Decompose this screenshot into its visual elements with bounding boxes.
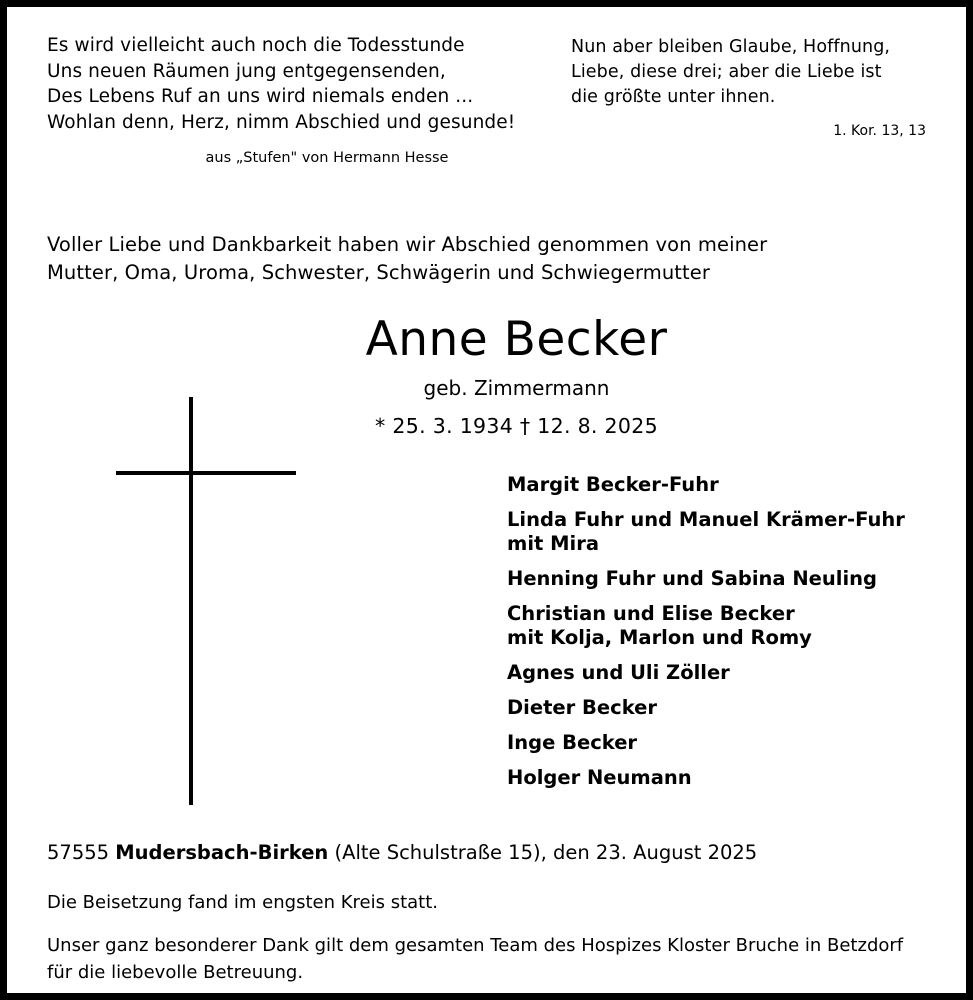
deceased-maiden-name: geb. Zimmermann — [423, 376, 610, 400]
mourner-sub: mit Mira — [507, 532, 599, 555]
footer-note-thanks-line-2: für die liebevolle Betreuung. — [47, 962, 304, 983]
verses-section — [47, 33, 926, 169]
list-item — [507, 661, 937, 685]
footer-section — [47, 839, 926, 986]
verse-left-attribution: aus „Stufen" von Hermann Hesse — [205, 150, 449, 166]
footer-note-thanks-line-1: Unser ganz besonderer Dank gilt dem gesamten Team des Hospizes Kloster Bruche in Betzdorf — [47, 935, 904, 956]
mourner-name: Agnes und Uli Zöller — [507, 661, 730, 684]
cross-vertical-bar — [189, 397, 193, 805]
verse-left-block — [47, 33, 567, 169]
intro-line-2: Mutter, Oma, Uroma, Schwester, Schwägerin und Schwiegermutter — [47, 261, 710, 284]
list-item — [507, 473, 937, 497]
mourner-name: Margit Becker-Fuhr — [507, 473, 719, 496]
mourner-name: Henning Fuhr und Sabina Neuling — [507, 567, 877, 590]
verse-left-line-4: Wohlan denn, Herz, nimm Abschied und gesunde! — [47, 111, 516, 133]
intro-section — [47, 231, 926, 287]
mourner-name: Linda Fuhr und Manuel Krämer-Fuhr — [507, 508, 905, 531]
verse-left-line-2: Uns neuen Räumen jung entgegensenden, — [47, 60, 446, 82]
list-item — [507, 766, 937, 790]
mourners-list — [507, 473, 937, 801]
verse-right-line-2: Liebe, diese drei; aber die Liebe ist — [571, 62, 882, 82]
verse-right-attribution: 1. Kor. 13, 13 — [833, 123, 926, 139]
mourner-name: Inge Becker — [507, 731, 638, 754]
place-name: Mudersbach-Birken — [115, 841, 329, 864]
list-item — [507, 602, 937, 650]
verse-left-line-1: Es wird vielleicht auch noch die Todesstunde — [47, 35, 465, 56]
list-item — [507, 567, 937, 591]
address-line — [47, 839, 926, 867]
cross-icon — [82, 375, 302, 815]
mourner-sub: mit Kolja, Marlon und Romy — [507, 626, 812, 649]
deceased-name: Anne Becker — [365, 312, 668, 367]
footer-note-thanks — [47, 932, 926, 986]
mourner-name: Christian und Elise Becker — [507, 602, 795, 625]
footer-note-burial: Die Beisetzung fand im engsten Kreis statt. — [47, 892, 439, 913]
cross-horizontal-bar — [116, 471, 296, 475]
verse-right-block — [571, 33, 926, 142]
list-item — [507, 696, 937, 720]
mourner-name: Holger Neumann — [507, 766, 692, 789]
address-rest: (Alte Schulstraße 15), den 23. August 2025 — [328, 841, 758, 864]
verse-right-line-1: Nun aber bleiben Glaube, Hoffnung, — [571, 37, 891, 57]
deceased-life-dates: * 25. 3. 1934 † 12. 8. 2025 — [375, 414, 658, 438]
list-item — [507, 508, 937, 556]
obituary-inner — [7, 7, 966, 993]
list-item — [507, 731, 937, 755]
verse-right-line-3: die größte unter ihnen. — [571, 87, 776, 107]
mourner-name: Dieter Becker — [507, 696, 657, 719]
postal-code: 57555 — [47, 841, 116, 864]
verse-left-line-3: Des Lebens Ruf an uns wird niemals enden ... — [47, 86, 474, 107]
intro-line-1: Voller Liebe und Dankbarkeit haben wir Abschied genommen von meiner — [47, 233, 768, 256]
